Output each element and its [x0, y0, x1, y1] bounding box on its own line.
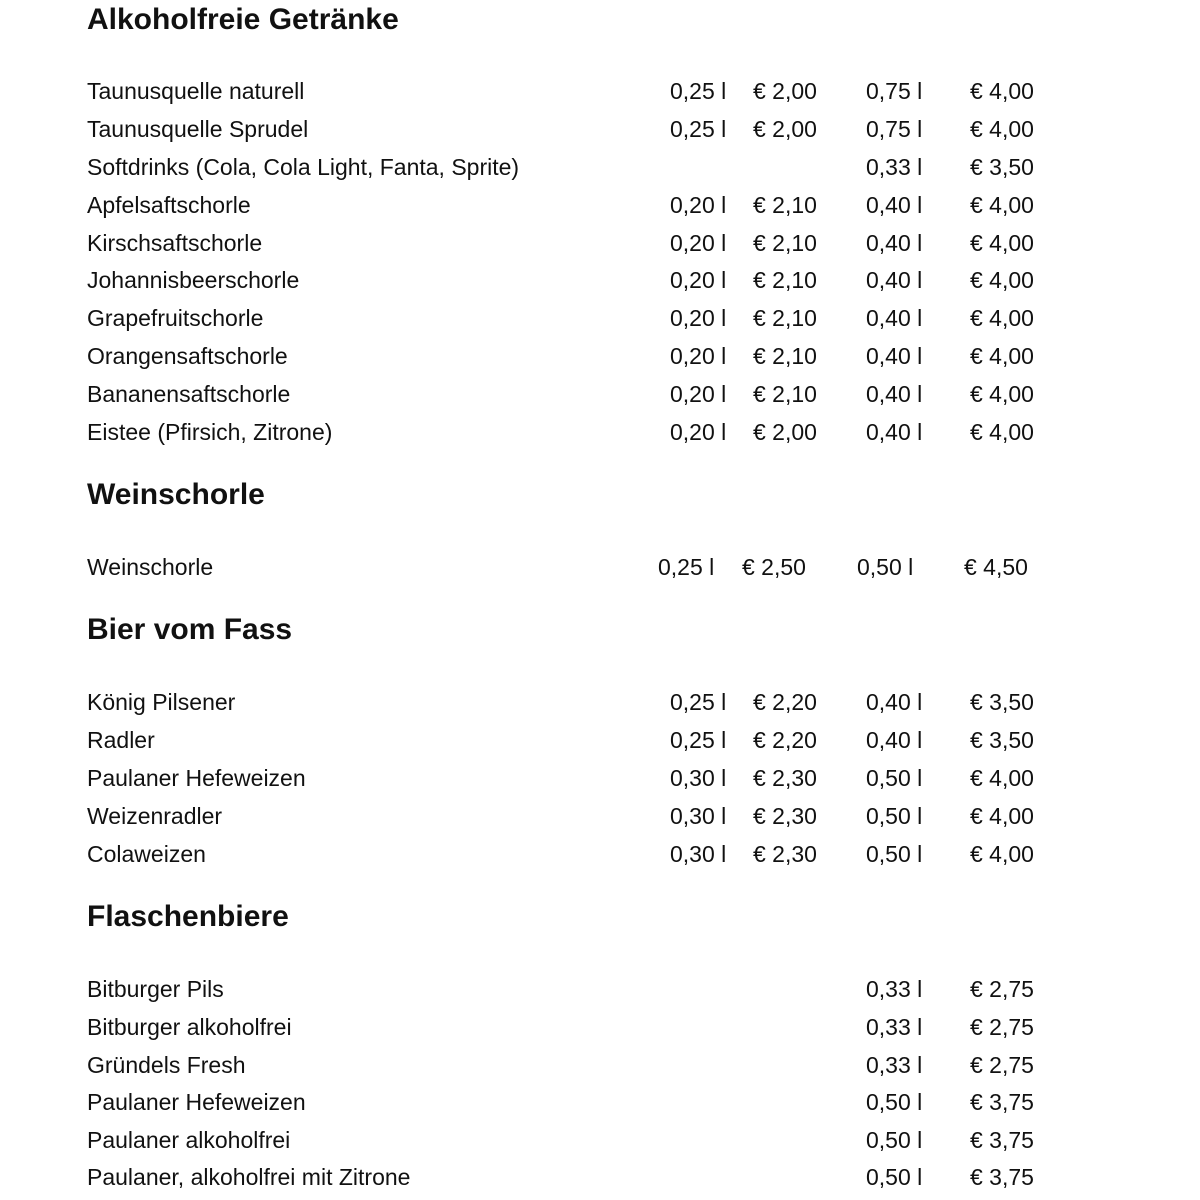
item-price-small: € 2,00 — [753, 419, 817, 445]
item-name: Softdrinks (Cola, Cola Light, Fanta, Sprite) — [87, 154, 520, 180]
menu-row — [0, 725, 1200, 763]
item-size-small: 0,25 l — [658, 554, 715, 580]
item-name: Paulaner, alkoholfrei mit Zitrone — [87, 1164, 411, 1190]
menu-row — [0, 114, 1200, 152]
item-price-small: € 2,10 — [753, 381, 817, 407]
item-price-small: € 2,30 — [753, 765, 817, 791]
item-price-small: € 2,10 — [753, 230, 817, 256]
item-price-small: € 2,20 — [753, 727, 817, 753]
item-size-large: 0,33 l — [866, 1052, 923, 1078]
item-price-large: € 4,00 — [970, 192, 1034, 218]
menu-row — [0, 228, 1200, 266]
item-size-large: 0,50 l — [866, 803, 923, 829]
item-size-small: 0,20 l — [670, 419, 727, 445]
menu-row — [0, 152, 1200, 190]
item-price-large: € 4,00 — [970, 343, 1034, 369]
item-size-large: 0,40 l — [866, 192, 923, 218]
menu-row — [0, 417, 1200, 455]
menu-row — [0, 379, 1200, 417]
item-price-large: € 3,75 — [970, 1089, 1034, 1115]
menu-row — [0, 801, 1200, 839]
item-size-small: 0,20 l — [670, 230, 727, 256]
item-price-large: € 4,00 — [970, 803, 1034, 829]
item-size-large: 0,40 l — [866, 230, 923, 256]
menu-row — [0, 1087, 1200, 1125]
item-size-large: 0,40 l — [866, 343, 923, 369]
item-price-large: € 3,75 — [970, 1127, 1034, 1153]
item-price-small: € 2,10 — [753, 305, 817, 331]
item-price-large: € 3,75 — [970, 1164, 1034, 1190]
item-price-large: € 4,00 — [970, 116, 1034, 142]
item-size-large: 0,50 l — [857, 554, 914, 580]
menu-row — [0, 839, 1200, 877]
item-price-small: € 2,10 — [753, 343, 817, 369]
item-price-large: € 3,50 — [970, 689, 1034, 715]
item-size-large: 0,40 l — [866, 689, 923, 715]
item-size-small: 0,20 l — [670, 305, 727, 331]
menu-row — [0, 687, 1200, 725]
menu-row — [0, 1012, 1200, 1050]
item-size-large: 0,50 l — [866, 765, 923, 791]
item-price-large: € 3,50 — [970, 727, 1034, 753]
item-name: Kirschsaftschorle — [87, 230, 263, 256]
item-price-small: € 2,30 — [753, 841, 817, 867]
item-price-large: € 2,75 — [970, 1014, 1034, 1040]
item-size-large: 0,75 l — [866, 116, 923, 142]
item-size-small: 0,20 l — [670, 192, 727, 218]
item-price-large: € 4,50 — [964, 554, 1028, 580]
item-price-large: € 4,00 — [970, 230, 1034, 256]
item-price-large: € 4,00 — [970, 381, 1034, 407]
item-size-large: 0,50 l — [866, 841, 923, 867]
item-price-large: € 4,00 — [970, 765, 1034, 791]
menu-row — [0, 552, 1200, 590]
item-size-small: 0,20 l — [670, 343, 727, 369]
item-size-small: 0,30 l — [670, 803, 727, 829]
item-price-small: € 2,00 — [753, 116, 817, 142]
menu-row — [0, 974, 1200, 1012]
item-name: Radler — [87, 727, 155, 753]
item-size-large: 0,40 l — [866, 727, 923, 753]
item-name: Paulaner Hefeweizen — [87, 765, 306, 791]
menu-row — [0, 341, 1200, 379]
item-name: Bitburger Pils — [87, 976, 224, 1002]
menu-row — [0, 76, 1200, 114]
item-size-small: 0,25 l — [670, 116, 727, 142]
item-name: Paulaner Hefeweizen — [87, 1089, 306, 1115]
item-size-small: 0,25 l — [670, 689, 727, 715]
item-size-small: 0,30 l — [670, 841, 727, 867]
item-size-large: 0,33 l — [866, 154, 923, 180]
menu-row — [0, 303, 1200, 341]
section-heading-bier-vom-fass: Bier vom Fass — [87, 613, 293, 646]
item-price-small: € 2,00 — [753, 78, 817, 104]
item-size-large: 0,75 l — [866, 78, 923, 104]
menu-row — [0, 1162, 1200, 1200]
item-name: Paulaner alkoholfrei — [87, 1127, 291, 1153]
section-heading-alkoholfreie-getraenke: Alkoholfreie Getränke — [87, 3, 399, 36]
menu-row — [0, 190, 1200, 228]
item-price-small: € 2,10 — [753, 192, 817, 218]
item-size-large: 0,50 l — [866, 1089, 923, 1115]
item-size-large: 0,40 l — [866, 381, 923, 407]
item-size-large: 0,40 l — [866, 419, 923, 445]
section-heading-flaschenbiere: Flaschenbiere — [87, 900, 289, 933]
item-size-small: 0,25 l — [670, 727, 727, 753]
item-price-small: € 2,50 — [742, 554, 806, 580]
item-price-large: € 4,00 — [970, 78, 1034, 104]
item-name: Eistee (Pfirsich, Zitrone) — [87, 419, 333, 445]
item-name: Gründels Fresh — [87, 1052, 246, 1078]
item-size-large: 0,40 l — [866, 305, 923, 331]
item-price-large: € 4,00 — [970, 267, 1034, 293]
item-size-small: 0,20 l — [670, 267, 727, 293]
item-name: Bananensaftschorle — [87, 381, 291, 407]
item-size-large: 0,50 l — [866, 1127, 923, 1153]
section-heading-weinschorle: Weinschorle — [87, 478, 265, 511]
item-price-large: € 3,50 — [970, 154, 1034, 180]
menu-row — [0, 1050, 1200, 1088]
item-size-large: 0,40 l — [866, 267, 923, 293]
menu-row — [0, 763, 1200, 801]
item-name: Taunusquelle naturell — [87, 78, 305, 104]
item-name: Apfelsaftschorle — [87, 192, 251, 218]
item-size-large: 0,33 l — [866, 976, 923, 1002]
item-price-small: € 2,30 — [753, 803, 817, 829]
item-name: Bitburger alkoholfrei — [87, 1014, 292, 1040]
item-name: Colaweizen — [87, 841, 206, 867]
item-size-small: 0,20 l — [670, 381, 727, 407]
item-price-large: € 2,75 — [970, 976, 1034, 1002]
item-name: Taunusquelle Sprudel — [87, 116, 309, 142]
item-price-large: € 4,00 — [970, 419, 1034, 445]
item-price-small: € 2,10 — [753, 267, 817, 293]
item-name: Orangensaftschorle — [87, 343, 288, 369]
item-name: Johannisbeerschorle — [87, 267, 300, 293]
item-price-large: € 4,00 — [970, 305, 1034, 331]
item-size-small: 0,25 l — [670, 78, 727, 104]
item-name: Grapefruitschorle — [87, 305, 264, 331]
item-size-large: 0,50 l — [866, 1164, 923, 1190]
item-name: Weizenradler — [87, 803, 223, 829]
item-size-small: 0,30 l — [670, 765, 727, 791]
item-size-large: 0,33 l — [866, 1014, 923, 1040]
menu-row — [0, 265, 1200, 303]
item-price-large: € 4,00 — [970, 841, 1034, 867]
item-price-large: € 2,75 — [970, 1052, 1034, 1078]
item-name: König Pilsener — [87, 689, 236, 715]
menu-row — [0, 1125, 1200, 1163]
item-price-small: € 2,20 — [753, 689, 817, 715]
item-name: Weinschorle — [87, 554, 214, 580]
